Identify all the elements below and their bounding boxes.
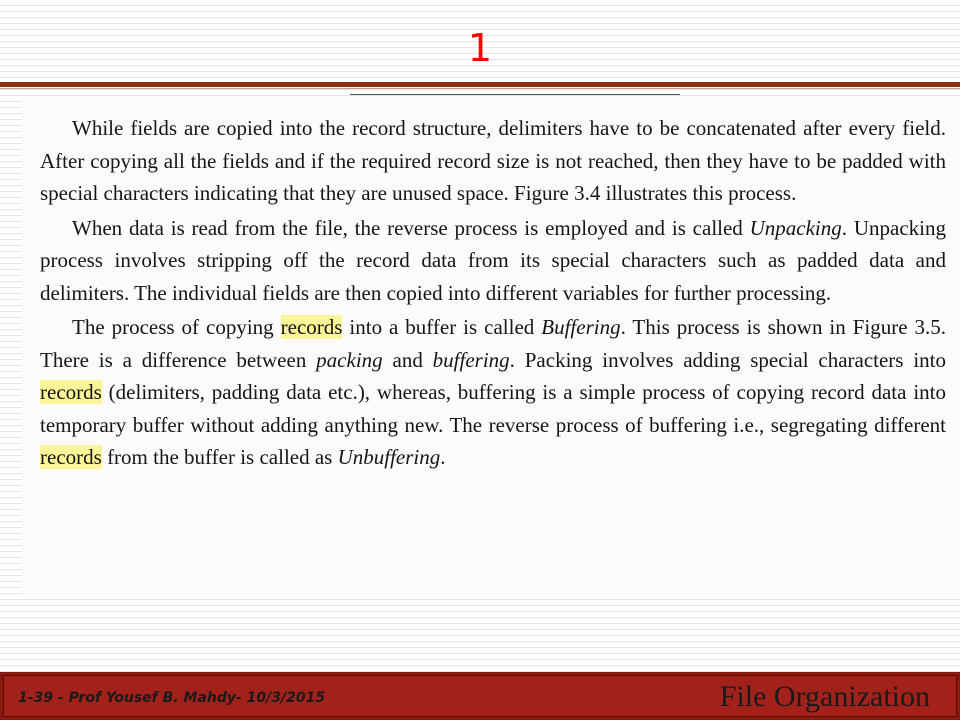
scan-edge-line bbox=[350, 94, 680, 95]
text-run: . This process is shown in Figure 3.5. There is a difference between bbox=[40, 315, 946, 372]
paragraph-2 bbox=[40, 212, 946, 310]
footer-panel bbox=[3, 675, 957, 717]
highlighted-word: records bbox=[40, 445, 102, 469]
text-run: While fields are copied into the record structure, delimiters have to be concatenated after every field. After copying all the fields and if the required record size is not reached, then they have to be padded with special characters indicating that they are unused space. Figure 3.4 illustrates this process. bbox=[40, 116, 946, 205]
italic-term: Buffering bbox=[541, 315, 621, 339]
text-run: (delimiters, padding data etc.), whereas, buffering is a simple process of copying record data into temporary buffer without adding anything new. The reverse process of buffering i.e., segregating different bbox=[40, 380, 946, 437]
highlighted-word: records bbox=[280, 315, 343, 339]
italic-term: Unbuffering bbox=[337, 445, 441, 469]
italic-term: Unpacking bbox=[749, 215, 842, 240]
slide-title: 1 bbox=[467, 26, 493, 70]
paragraph-1 bbox=[40, 112, 946, 210]
italic-term: packing bbox=[316, 347, 383, 372]
text-run: The process of copying bbox=[72, 315, 281, 339]
text-run: . bbox=[440, 445, 446, 469]
scanned-text-body bbox=[40, 112, 946, 474]
italic-term: buffering bbox=[432, 347, 510, 372]
footer-slide-info: 1-39 - Prof Yousef B. Mahdy- 10/3/2015 bbox=[18, 690, 326, 706]
text-run: and bbox=[382, 347, 433, 372]
title-divider bbox=[0, 82, 960, 87]
text-run: . Unpacking process involves stripping off the record data from its special characters such as padded data and delimiters. The individual fields are then copied into different variables for further processing. bbox=[40, 215, 946, 305]
paragraph-3 bbox=[40, 311, 946, 474]
text-run: . Packing involves adding special characters into bbox=[509, 347, 946, 372]
text-run: from the buffer is called as bbox=[101, 445, 338, 469]
text-run: When data is read from the file, the reverse process is employed and is called bbox=[72, 215, 750, 240]
footer-bar bbox=[0, 672, 960, 720]
footer-course-title: File Organization bbox=[719, 680, 930, 713]
title-divider-thin bbox=[0, 88, 960, 89]
highlighted-word: records bbox=[40, 380, 102, 404]
text-run: into a buffer is called bbox=[342, 315, 542, 339]
